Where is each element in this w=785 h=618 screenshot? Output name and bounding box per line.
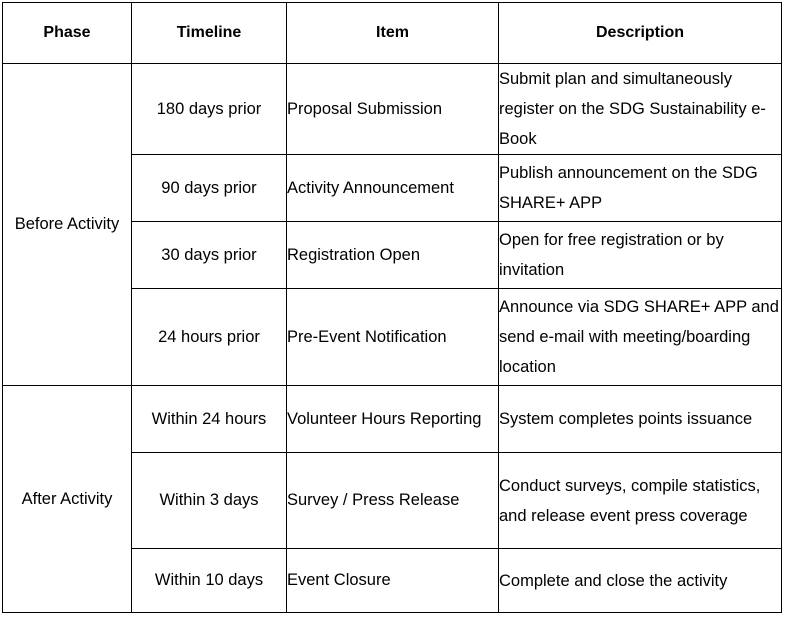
description-text: Publish announcement on the SDG SHARE+ APP [499,164,758,212]
description-text: Announce via SDG SHARE+ APP and send e-mail with meeting/boarding location [499,298,779,376]
description-text: Submit plan and simultaneously register on the SDG Sustainability e-Book [499,70,766,148]
item-cell: Registration Open [287,222,499,289]
table-row [3,64,782,155]
timeline-cell: 30 days prior [132,222,287,289]
table-header-row [3,3,782,64]
item-cell: Volunteer Hours Reporting [287,386,499,453]
description-cell [499,386,782,453]
timeline-cell: 180 days prior [132,64,287,155]
phase-after-activity: After Activity [3,386,132,613]
item-cell: Activity Announcement [287,155,499,222]
description-cell [499,549,782,613]
description-cell [499,155,782,222]
timeline-cell: Within 10 days [132,549,287,613]
phase-before-activity: Before Activity [3,64,132,386]
activity-schedule-table [2,2,782,613]
timeline-cell: 24 hours prior [132,289,287,386]
description-text: Complete and close the activity [499,571,728,590]
description-text: Conduct surveys, compile statistics, and release event press coverage [499,476,761,525]
timeline-cell: Within 3 days [132,453,287,549]
description-text: Open for free registration or by invitation [499,231,724,279]
description-cell [499,222,782,289]
description-text: System completes points issuance [499,410,753,428]
item-cell: Pre-Event Notification [287,289,499,386]
item-cell: Survey / Press Release [287,453,499,549]
table-row [3,386,782,453]
header-timeline: Timeline [132,3,287,64]
description-cell [499,289,782,386]
description-cell [499,453,782,549]
header-phase: Phase [3,3,132,64]
header-description: Description [499,3,782,64]
timeline-cell: Within 24 hours [132,386,287,453]
header-item: Item [287,3,499,64]
item-cell: Event Closure [287,549,499,613]
timeline-cell: 90 days prior [132,155,287,222]
description-cell [499,64,782,155]
item-cell: Proposal Submission [287,64,499,155]
